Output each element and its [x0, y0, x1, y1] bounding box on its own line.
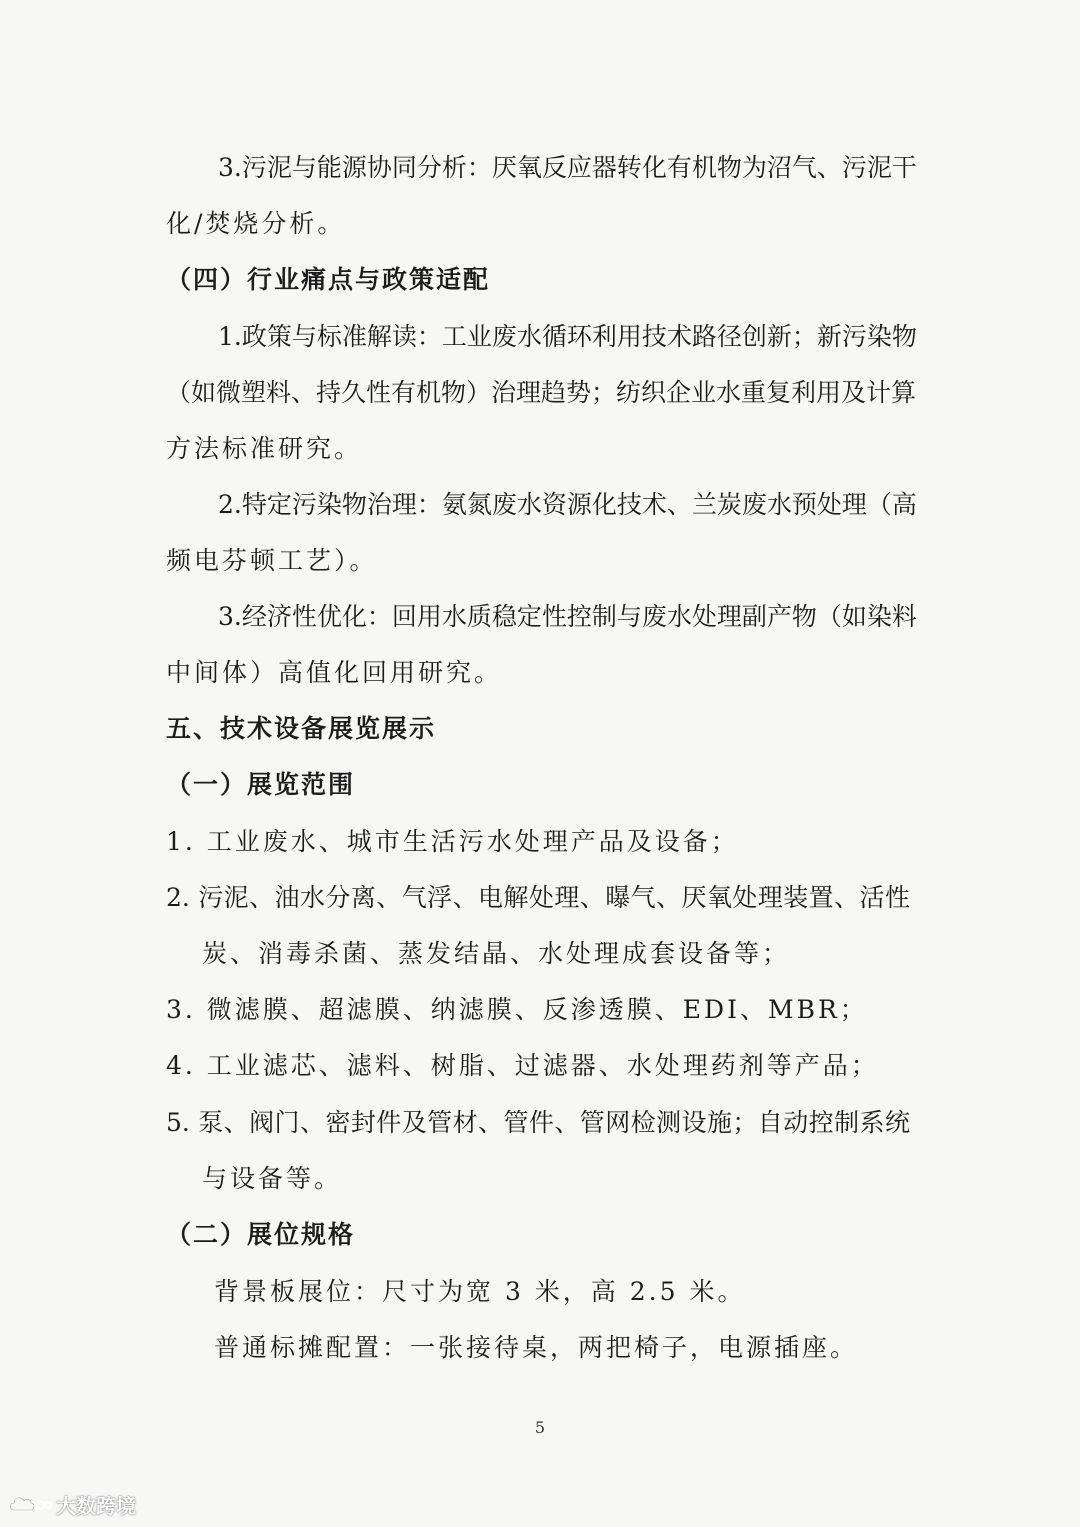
booth-standard-config: 普通标摊配置：一张接待桌，两把椅子，电源插座。	[214, 1333, 859, 1362]
section-heading-booth-spec: （二）展位规格	[166, 1220, 356, 1249]
chapter-heading-5: 五、技术设备展览展示	[166, 714, 437, 743]
item-3-economic: 3.经济性优化：回用水质稳定性控制与废水处理副产物（如染料	[218, 602, 917, 631]
watermark	[8, 1490, 136, 1518]
item-1-policy-cont: （如微塑料、持久性有机物）治理趋势；纺织企业水重复利用及计算	[166, 378, 917, 407]
scope-item-2-cont: 炭、消毒杀菌、蒸发结晶、水处理成套设备等；	[202, 939, 791, 968]
item-3-sludge-energy: 3.污泥与能源协同分析：厌氧反应器转化有机物为沼气、污泥干	[218, 153, 917, 182]
section-heading-4: （四）行业痛点与政策适配	[166, 265, 491, 294]
scope-item-5-cont: 与设备等。	[202, 1164, 343, 1193]
scope-item-3: 3. 微滤膜、超滤膜、纳滤膜、反渗透膜、EDI、MBR；	[166, 995, 868, 1024]
item-2-pollutant: 2.特定污染物治理：氨氮废水资源化技术、兰炭废水预处理（高	[218, 490, 917, 519]
item-1-policy-end: 方法标准研究。	[166, 434, 363, 463]
scope-item-5: 5. 泵、阀门、密封件及管材、管件、管网检测设施；自动控制系统	[166, 1108, 910, 1137]
scope-item-4: 4. 工业滤芯、滤料、树脂、过滤器、水处理药剂等产品；	[166, 1051, 879, 1080]
item-2-pollutant-cont: 频电芬顿工艺）。	[166, 546, 378, 575]
page-number: 5	[534, 1418, 546, 1437]
item-3-economic-cont: 中间体）高值化回用研究。	[166, 658, 503, 687]
scope-item-2: 2. 污泥、油水分离、气浮、电解处理、曝气、厌氧处理装置、活性	[166, 883, 910, 912]
section-heading-exhibition-scope: （一）展览范围	[166, 770, 356, 799]
watermark-text: 大数跨境	[56, 1493, 136, 1518]
cloud-logo-icon	[8, 1492, 52, 1516]
item-3-sludge-energy-cont: 化/焚烧分析。	[166, 209, 346, 238]
booth-backboard-spec: 背景板展位：尺寸为宽 3 米，高 2.5 米。	[214, 1277, 746, 1306]
item-1-policy: 1.政策与标准解读：工业废水循环利用技术路径创新；新污染物	[218, 322, 917, 351]
scope-item-1: 1. 工业废水、城市生活污水处理产品及设备；	[166, 827, 739, 856]
